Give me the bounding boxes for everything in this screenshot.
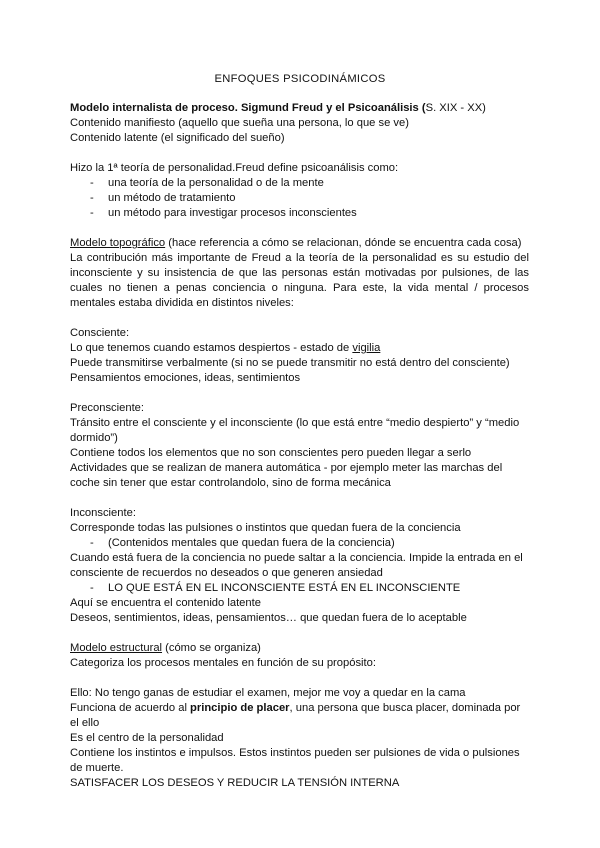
text-line: Deseos, sentimientos, ideas, pensamientos… que quedan fuera de lo aceptable [70,612,467,624]
section-heading-intro [70,101,486,116]
heading-rest: (hace referencia a cómo se relacionan, dónde se encuentra cada cosa) [165,237,522,249]
text-line: Pensamientos emociones, ideas, sentimientos [70,372,301,384]
heading-rest: S. XIX - XX) [425,102,486,114]
text-line: inconsciente y su insistencia de que las personas están motivadas por pulsiones, de las [70,267,529,279]
text-line: Tránsito entre el consciente y el inconsciente (lo que está entre “medio despierto” y “medio [70,417,520,429]
text-line: Puede transmitirse verbalmente (si no se puede transmitir no está dentro del consciente) [70,357,510,369]
text-line [70,701,520,716]
text-line: consciente de recuerdos no deseados o que generen ansiedad [70,567,383,579]
dash: - [90,207,94,219]
list-item-text: un método para investigar procesos inconscientes [108,207,357,219]
bold-term: principio de placer [190,702,290,714]
text-line: coche sin tener que estar controlandolo, sino de forma mecánica [70,477,391,489]
text-line: mentales estaba dividida en distintos niveles: [70,297,294,309]
text-line: Es el centro de la personalidad [70,732,224,744]
section-heading-conscious: Consciente: [70,327,130,339]
text-line: Ello: No tengo ganas de estudiar el examen, mejor me voy a quedar en la cama [70,687,466,699]
text-part: Funciona de acuerdo al [70,702,191,714]
dash: - [90,537,94,549]
list-item-text: una teoría de la personalidad o de la mente [108,177,324,189]
dash: - [90,177,94,189]
text-line: de muerte. [70,762,124,774]
text-line: Contenido latente (el significado del sueño) [70,132,285,144]
list-item-text: (Contenidos mentales que quedan fuera de la conciencia) [108,537,395,549]
text-line: Contiene todos los elementos que no son conscientes pero pueden llegar a serlo [70,447,472,459]
heading-rest: (cómo se organiza) [162,642,261,654]
text-line: La contribución más importante de Freud a la teoría de la personalidad es su estudio del [70,252,529,264]
list-item-text: LO QUE ESTÁ EN EL INCONSCIENTE ESTÁ EN EL INCONSCIENTE [108,582,461,594]
text-line: Contenido manifiesto (aquello que sueña una persona, lo que se ve) [70,117,409,129]
dash: - [90,192,94,204]
dash: - [90,582,94,594]
text-line: Cuando está fuera de la conciencia no puede saltar a la conciencia. Impide la entrada en el [70,552,523,564]
text-line: cuales no tienen a penas conciencia o ninguna. Para este, la vida mental / procesos [70,282,529,294]
page-title: ENFOQUES PSICODINÁMICOS [214,73,386,85]
text-line: el ello [70,717,100,729]
heading-bold: Modelo internalista de proceso. Sigmund Freud y el Psicoanálisis ( [70,102,426,114]
heading-underlined: Modelo topográfico [70,237,166,249]
section-heading-structural [70,641,261,656]
text-line: Hizo la 1ª teoría de personalidad.Freud define psicoanálisis como: [70,162,399,174]
text-line: Contiene los instintos e impulsos. Estos instintos pueden ser pulsiones de vida o pulsiones [70,747,520,759]
section-heading-unconscious: Inconsciente: [70,507,136,519]
text-line [70,341,380,356]
list-item-text: un método de tratamiento [108,192,236,204]
text-line: Categoriza los procesos mentales en función de su propósito: [70,657,376,669]
text-line: Actividades que se realizan de manera automática - por ejemplo meter las marchas del [70,462,503,474]
text-line: Corresponde todas las pulsiones o instintos que quedan fuera de la conciencia [70,522,461,534]
heading-underlined: Modelo estructural [70,642,163,654]
text-line: Aquí se encuentra el contenido latente [70,597,261,609]
text-line: SATISFACER LOS DESEOS Y REDUCIR LA TENSIÓN INTERNA [70,777,400,789]
text-line: dormido”) [70,432,118,444]
text-part: , una persona que busca placer, dominada por [289,702,521,714]
underlined-word: vigilia [352,342,381,354]
section-heading-preconscious: Preconsciente: [70,402,145,414]
section-heading-topographic [70,236,522,251]
text-part: Lo que tenemos cuando estamos despiertos - estado de [70,342,353,354]
